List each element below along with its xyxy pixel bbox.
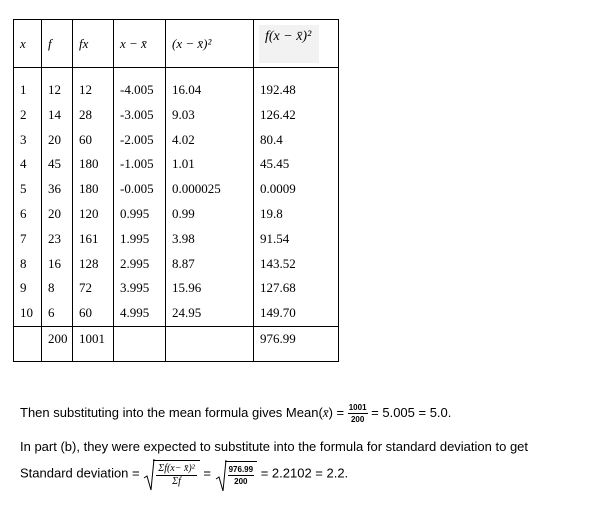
table-header-row [14,20,339,68]
column-x [14,68,42,327]
table-cell: 60 [79,131,92,147]
table-cell: 149.70 [260,305,296,321]
value-sqrt [215,461,257,487]
header-deviation-squared: (x − x̄)² [166,20,254,68]
mean-fraction-denominator: 200 [350,415,365,424]
table-cell: 15.96 [172,280,202,296]
table-cell: 3.98 [172,230,195,246]
table-cell: 91.54 [260,230,290,246]
table-cell: -3.005 [120,106,154,122]
table-cell: 9 [20,280,27,296]
table-cell: 2.995 [120,255,150,271]
table-cell: 1.01 [172,156,195,172]
value-fraction [228,464,254,487]
column-f-deviation-squared [254,68,339,327]
table-cell: 8.87 [172,255,195,271]
mean-prefix: Then substituting into the mean formula gives Mean( [20,404,323,420]
table-cell: 5 [20,181,27,197]
frequency-table [13,19,339,362]
column-deviation-squared [166,68,254,327]
table-cell: 180 [79,181,99,197]
table-cell: 1.995 [120,230,150,246]
table-cell: 16 [48,255,61,271]
table-cell: 20 [48,205,61,221]
table-cell: -0.005 [120,181,154,197]
value-numerator: 976.99 [228,465,254,474]
total-fx: 1001 [73,326,114,361]
table-cell: 16.04 [172,82,202,97]
table-cell: 9.03 [172,106,195,122]
table-cell: 126.42 [260,106,296,122]
table-cell: 6 [48,305,55,321]
table-body [14,68,339,327]
mean-fraction [348,402,368,425]
table-cell: 0.99 [172,205,195,221]
formula-sqrt [143,460,200,488]
part-b-paragraph: In part (b), they were expected to substitute into the formula for standard deviation to get [20,439,529,454]
total-x [14,326,42,361]
table-cell: 45.45 [260,156,290,172]
table-cell: 1 [20,82,27,97]
table-cell: 0.995 [120,205,150,221]
header-f-deviation-squared-label: f(x − x̄)² [259,25,319,63]
table-cell: 128 [79,255,99,271]
table-cell: -2.005 [120,131,154,147]
table-cell: 45 [48,156,61,172]
std-dev-result: = 2.2102 = 2.2. [260,465,349,481]
column-fx [73,68,114,327]
table-totals-row [14,326,339,361]
total-f: 200 [42,326,73,361]
header-f: f [42,20,73,68]
std-dev-prefix: Standard deviation = [20,465,140,481]
table-cell: -1.005 [120,156,154,172]
header-x: x [14,20,42,68]
table-cell: 12 [79,82,92,97]
table-cell: 80.4 [260,131,283,147]
table-cell: 192.48 [260,82,296,97]
table-cell: 0.0009 [260,181,296,197]
table-cell: 19.8 [260,205,283,221]
table-cell: 127.68 [260,280,296,296]
mean-paragraph [20,402,451,425]
table-cell: 28 [79,106,92,122]
table-cell: 4.995 [120,305,150,321]
header-fx: fx [73,20,114,68]
table-cell: 20 [48,131,61,147]
mean-result: = 5.005 = 5.0. [371,404,452,420]
table-cell: 14 [48,106,61,122]
table-cell: 143.52 [260,255,296,271]
column-f [42,68,73,327]
formula-fraction [156,463,197,488]
table-cell: 120 [79,205,99,221]
table-cell: 161 [79,230,99,246]
table-cell: 4.02 [172,131,195,147]
total-deviation-squared [166,326,254,361]
table-cell: 180 [79,156,99,172]
table-cell: 8 [20,255,27,271]
table-cell: -4.005 [120,82,154,97]
table-cell: 72 [79,280,92,296]
total-f-deviation-squared: 976.99 [254,326,339,361]
value-denominator: 200 [234,477,248,486]
table-cell: 8 [48,280,55,296]
header-f-deviation-squared [254,20,339,68]
table-cell: 3.995 [120,280,150,296]
mean-fraction-numerator: 1001 [348,403,367,412]
header-deviation: x − x̄ [114,20,166,68]
table-cell: 36 [48,181,61,197]
formula-numerator: Σf(x− x̄)² [158,463,195,474]
mean-mid: ) = [328,404,345,420]
equals-sign: = [203,465,211,481]
total-deviation [114,326,166,361]
formula-denominator: Σf [172,476,181,487]
xbar-symbol: x̄ [322,404,329,420]
sqrt-sign-icon [143,458,155,492]
table-cell: 7 [20,230,27,246]
table-cell: 3 [20,131,27,147]
table-cell: 0.000025 [172,181,221,197]
table-cell: 4 [20,156,27,172]
table-cell: 23 [48,230,61,246]
table-cell: 10 [20,305,33,321]
column-deviation [114,68,166,327]
table-cell: 12 [48,82,61,97]
table-cell: 24.95 [172,305,202,321]
table-cell: 60 [79,305,92,321]
sqrt-sign-icon [215,459,227,493]
std-dev-paragraph [20,460,348,488]
table-cell: 2 [20,106,27,122]
table-cell: 6 [20,205,27,221]
